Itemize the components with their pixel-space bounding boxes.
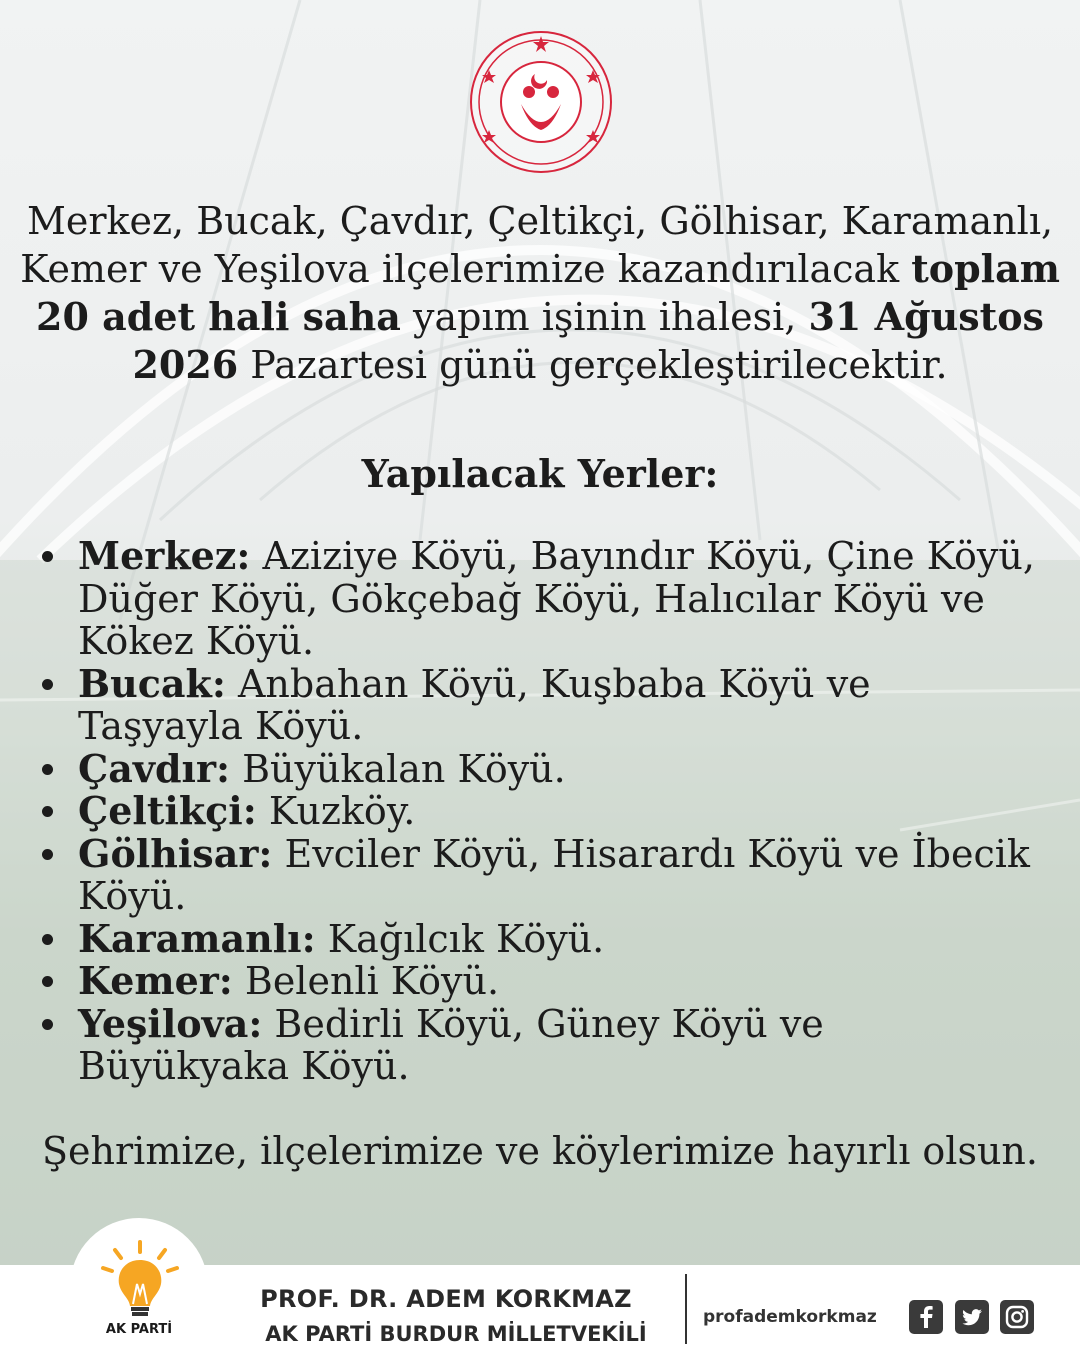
list-item: Çeltikçi: Kuzköy. xyxy=(78,790,1038,833)
list-item: Karamanlı: Kağılcık Köyü. xyxy=(78,918,1038,961)
list-item: Kemer: Belenli Köyü. xyxy=(78,960,1038,1003)
list-item: Yeşilova: Bedirli Köyü, Güney Köyü ve Büyükyaka Köyü. xyxy=(78,1003,1038,1088)
mp-name: PROF. DR. ADEM KORKMAZ xyxy=(260,1285,632,1313)
instagram-icon[interactable] xyxy=(1000,1300,1034,1334)
party-label: AK PARTİ xyxy=(105,1322,173,1337)
lightbulb-icon xyxy=(95,1240,185,1320)
announcement-text: Merkez, Bucak, Çavdır, Çeltikçi, Gölhisar, Karamanlı, Kemer ve Yeşilova ilçelerimize kazandırılacak toplam 20 adet hali saha yapım işinin ihalesi, 31 Ağustos 2026 Pazartesi günü gerçekleştirilecektir. xyxy=(20,199,1060,387)
list-item: Çavdır: Büyükalan Köyü. xyxy=(78,748,1038,791)
mp-title: AK PARTİ BURDUR MİLLETVEKİLİ xyxy=(265,1322,647,1346)
places-list xyxy=(78,535,1038,1088)
list-item: Merkez: Aziziye Köyü, Bayındır Köyü, Çine Köyü, Düğer Köyü, Gökçebağ Köyü, Halıcılar Köyü ve Kökez Köyü. xyxy=(78,535,1038,663)
facebook-icon[interactable] xyxy=(909,1300,943,1334)
twitter-icon[interactable] xyxy=(955,1300,989,1334)
closing-text: Şehrimize, ilçelerimize ve köylerimize hayırlı olsun. xyxy=(42,1129,1038,1173)
section-heading: Yapılacak Yerler: xyxy=(361,451,719,496)
footer-divider xyxy=(685,1274,687,1344)
ministry-logo xyxy=(469,30,613,174)
social-handle[interactable]: profademkorkmaz xyxy=(703,1307,877,1327)
list-item: Bucak: Anbahan Köyü, Kuşbaba Köyü ve Taşyayla Köyü. xyxy=(78,663,1038,748)
list-item: Gölhisar: Evciler Köyü, Hisarardı Köyü ve İbecik Köyü. xyxy=(78,833,1038,918)
